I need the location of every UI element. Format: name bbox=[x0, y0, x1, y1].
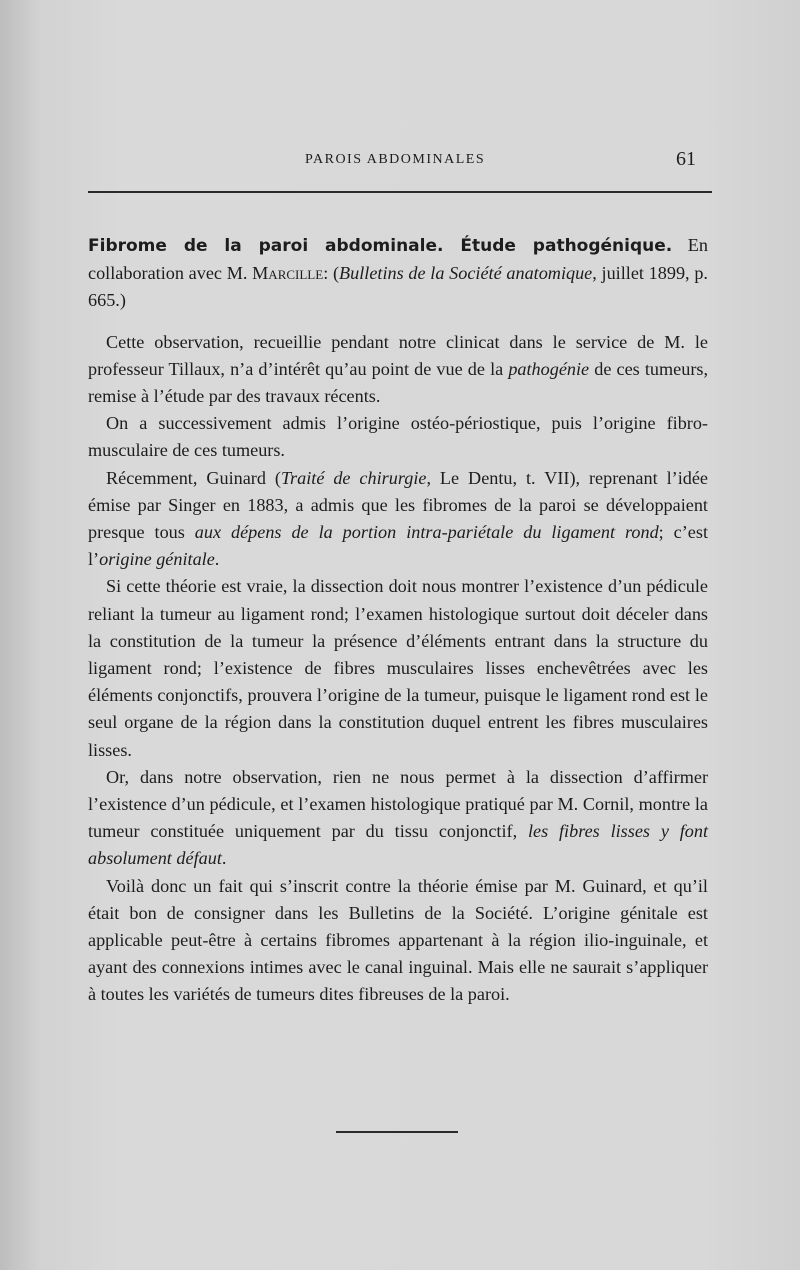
paragraph-6: Voilà donc un fait qui s’inscrit contre la théorie émise par M. Guinard, et qu’il était bon de consigner dans les Bulletins de la Société. L’origine génitale est applicable peut-être à certains fibromes appartenant à la région ilio-inguinale, et ayant des connexions intimes avec le canal inguinal. Mais elle ne saurait s’appliquer à toutes les variétés de tumeurs dites fibreuses de la paroi. bbox=[88, 875, 708, 1005]
entry-date-pages: , juillet 1899, p. 665.) bbox=[88, 263, 708, 311]
article-body bbox=[88, 232, 708, 1009]
p5-text-a: Or, dans notre observation, rien ne nous permet à la dissection d’affirmer l’existence d’un pédicule, et l’examen histologique pratiqué par M. Cornil, montre la tumeur constituée uniquement par du tissu conjonctif, bbox=[88, 766, 708, 842]
p3-emphasis-2: aux dépens de la portion intra-pariétale du ligament rond bbox=[194, 522, 659, 543]
header-rule bbox=[88, 191, 712, 193]
p3-text-d: . bbox=[214, 549, 220, 570]
paragraph-5 bbox=[88, 764, 708, 873]
paragraph-4: Si cette théorie est vraie, la dissection doit nous montrer l’existence d’un pédicule reliant la tumeur au ligament rond; l’examen histologique surtout doit déceler dans la constitution de la tumeur la présence d’éléments entrant dans la structure du ligament rond; l’existence de fibres musculaires lisses enchevêtrées avec les éléments conjonctifs, prouvera l’origine de la tumeur, puisque le ligament rond est le seul organe de la région dans la constitution duquel entrent les fibres musculaires lisses. bbox=[88, 576, 708, 760]
collab-name: Marcille bbox=[252, 263, 324, 284]
p3-text-a: Récemment, Guinard ( bbox=[106, 467, 281, 488]
p1-text-a: Cette observation, recueillie pendant notre clinicat dans le service de M. le professeur Tillaux, n’a d’intérêt qu’au point de vue de la bbox=[88, 331, 708, 379]
entry-title: Fibrome de la paroi abdominale. Étude pathogénique. bbox=[88, 236, 673, 256]
collab-sep: : ( bbox=[323, 263, 340, 284]
page-header bbox=[90, 148, 710, 178]
collab-prefix: En collaboration avec M. bbox=[88, 235, 708, 284]
bibliographic-entry bbox=[88, 232, 708, 315]
p3-text-c: ; c’est l’ bbox=[88, 522, 709, 570]
p5-emphasis: les fibres lisses y font absolument défaut bbox=[88, 821, 709, 869]
end-rule bbox=[336, 1131, 458, 1133]
p5-text-b: . bbox=[221, 848, 227, 869]
p3-emphasis-1: Traité de chirurgie bbox=[280, 467, 427, 488]
source-journal: Bulletins de la Société anatomique bbox=[339, 263, 593, 284]
paragraph-3 bbox=[88, 465, 708, 574]
paragraph-1 bbox=[88, 329, 708, 411]
p3-text-b: , Le Dentu, t. VII), reprenant l’idée émise par Singer en 1883, a admis que les fibromes de la paroi se développaient presque tous bbox=[88, 467, 708, 543]
running-head: PAROIS ABDOMINALES bbox=[305, 152, 486, 167]
paragraph-2: On a successivement admis l’origine ostéo-périostique, puis l’origine fibro-musculaire de ces tumeurs. bbox=[88, 413, 708, 461]
p1-emphasis: pathogénie bbox=[508, 358, 590, 379]
page-number: 61 bbox=[676, 148, 696, 170]
p1-text-b: de ces tumeurs, remise à l’étude par des travaux récents. bbox=[88, 358, 709, 407]
p3-emphasis-3: origine génitale bbox=[99, 549, 215, 570]
